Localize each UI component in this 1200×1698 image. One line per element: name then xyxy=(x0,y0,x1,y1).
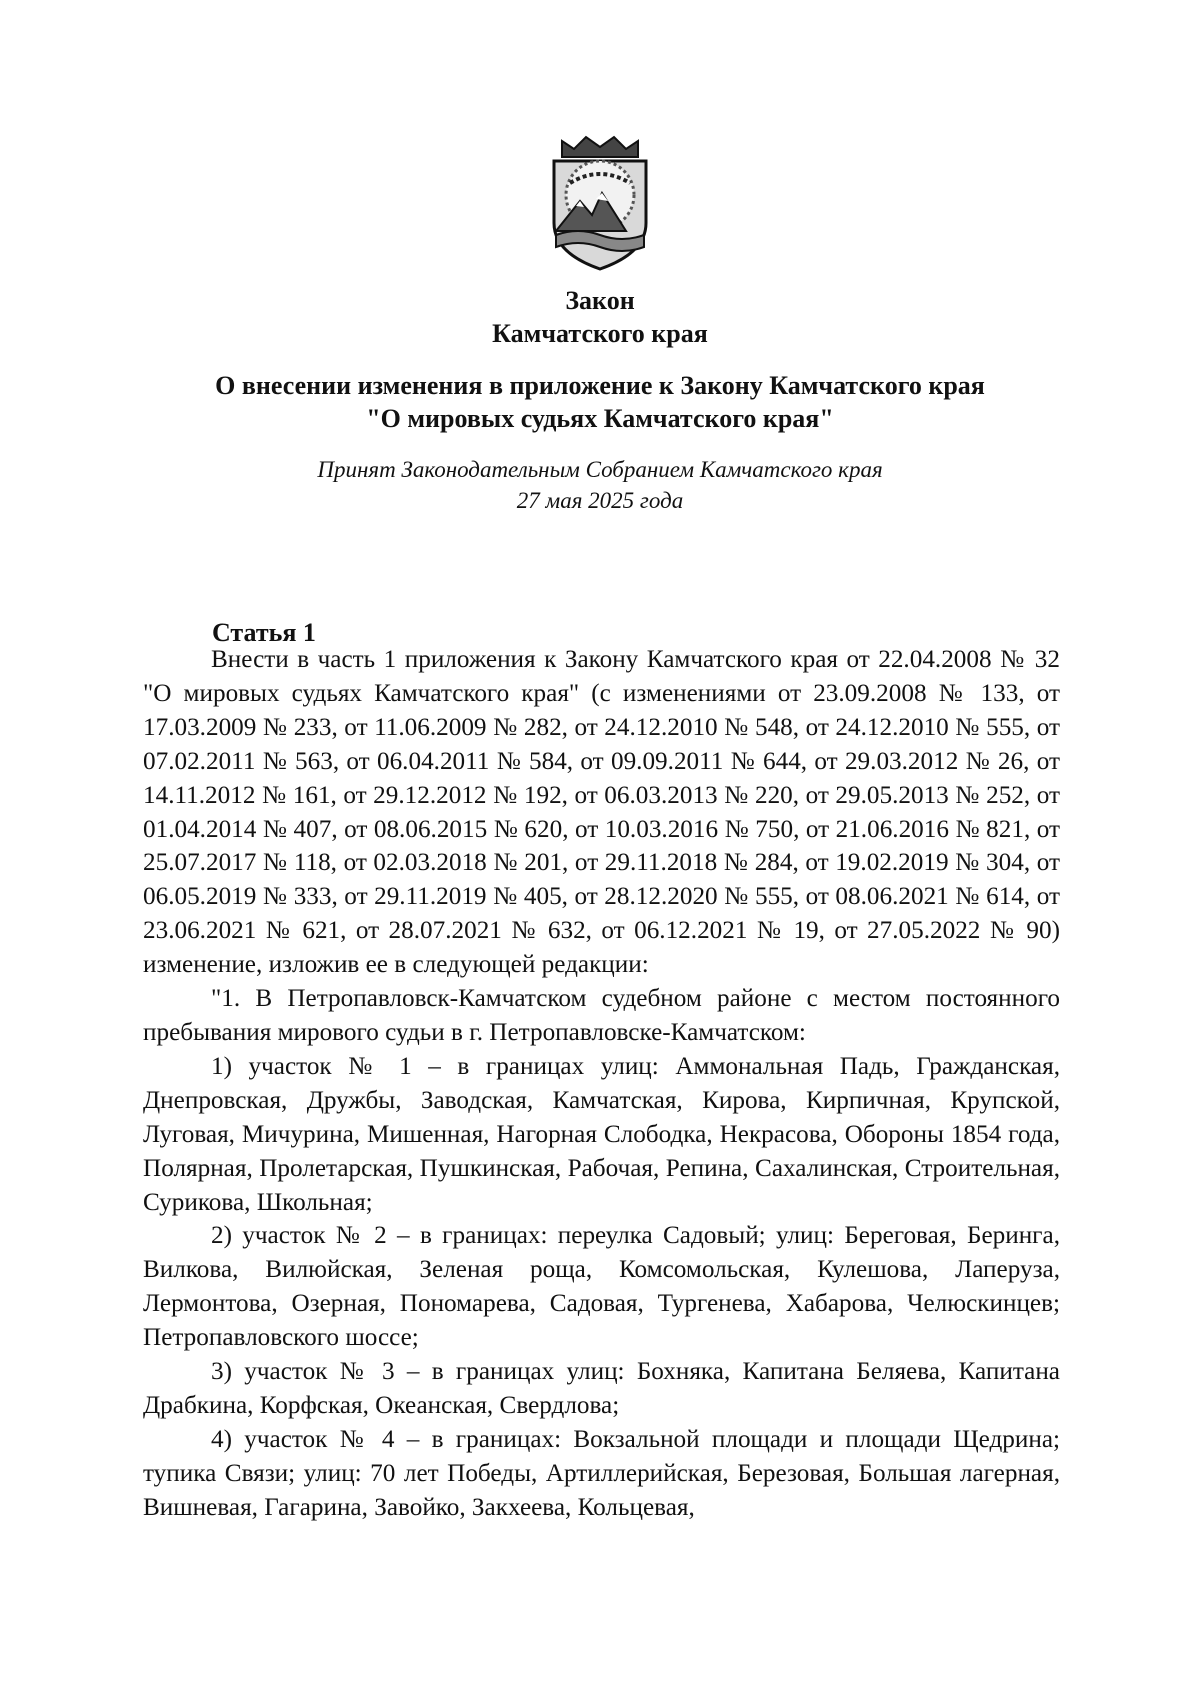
law-title: Закон xyxy=(565,286,635,315)
law-region: Камчатского края xyxy=(492,319,708,348)
paragraph: 4) участок № 4 – в границах: Вокзальной площади и площади Щедрина; тупика Связи; улиц: 70 лет Победы, Артиллерийская, Березовая, Большая лагерная, Вишневая, Гагарина, Завойко, Закхеева, Кольцевая, xyxy=(143,1425,1060,1521)
article-heading: Статья 1 xyxy=(212,618,316,647)
adoption-date: 27 мая 2025 года xyxy=(516,488,684,513)
article-body xyxy=(143,643,1060,1525)
paragraph: "1. В Петропавловск-Камчатском судебном районе с местом постоянного пребывания мирового судьи в г. Петропавловске-Камчатском: xyxy=(143,985,1060,1046)
paragraph: 3) участок № 3 – в границах улиц: Бохняка, Капитана Беляева, Капитана Драбкина, Корфская, Океанская, Свердлова; xyxy=(143,1358,1060,1419)
paragraph: Внести в часть 1 приложения к Закону Камчатского края от 22.04.2008 № 32 "О мировых судьях Камчатского края" (с изменениями от 23.09.2008 № 133, от 17.03.2009 № 233, от 11.06.2009 № 282, от 24.12.2010 № 548, от 24.12.2010 № 555, от 07.02.2011 № 563, от 06.04.2011 № 584, от 09.09.2011 № 644, от 29.03.2012 № 26, от 14.11.2012 № 161, от 29.12.2012 № 192, от 06.03.2013 № 220, от 29.05.2013 № 252, от 01.04.2014 № 407, от 08.06.2015 № 620, от 10.03.2016 № 750, от 21.06.2016 № 821, от 25.07.2017 № 118, от 02.03.2018 № 201, от 29.11.2018 № 284, от 19.02.2019 № 304, от 06.05.2019 № 333, от 29.11.2019 № 405, от 28.12.2020 № 555, от 08.06.2021 № 614, от 23.06.2021 № 621, от 28.07.2021 № 632, от 06.12.2021 № 19, от 27.05.2022 № 90) изменение, изложив ее в следующей редакции: xyxy=(143,646,1060,979)
adoption-line1: Принят Законодательным Собранием Камчатского края xyxy=(317,457,883,482)
coat-of-arms-emblem xyxy=(540,135,660,275)
paragraph: 1) участок № 1 – в границах улиц: Аммональная Падь, Гражданская, Днепровская, Дружбы, Заводская, Камчатская, Кирова, Кирпичная, Крупской, Луговая, Мичурина, Мишенная, Нагорная Слободка, Некрасова, Обороны 1854 года, Полярная, Пролетарская, Пушкинская, Рабочая, Репина, Сахалинская, Строительная, Сурикова, Школьная; xyxy=(143,1052,1060,1216)
paragraph: 2) участок № 2 – в границах: переулка Садовый; улиц: Береговая, Беринга, Вилкова, Вилюйская, Зеленая роща, Комсомольская, Кулешова, Лаперуза, Лермонтова, Озерная, Пономарева, Садовая, Тургенева, Хабарова, Челюскинцев; Петропавловского шоссе; xyxy=(143,1222,1060,1352)
coat-of-arms-icon xyxy=(540,135,660,275)
law-subject-line2: "О мировых судьях Камчатского края" xyxy=(366,404,834,433)
law-subject-line1: О внесении изменения в приложение к Закону Камчатского края xyxy=(215,371,985,400)
